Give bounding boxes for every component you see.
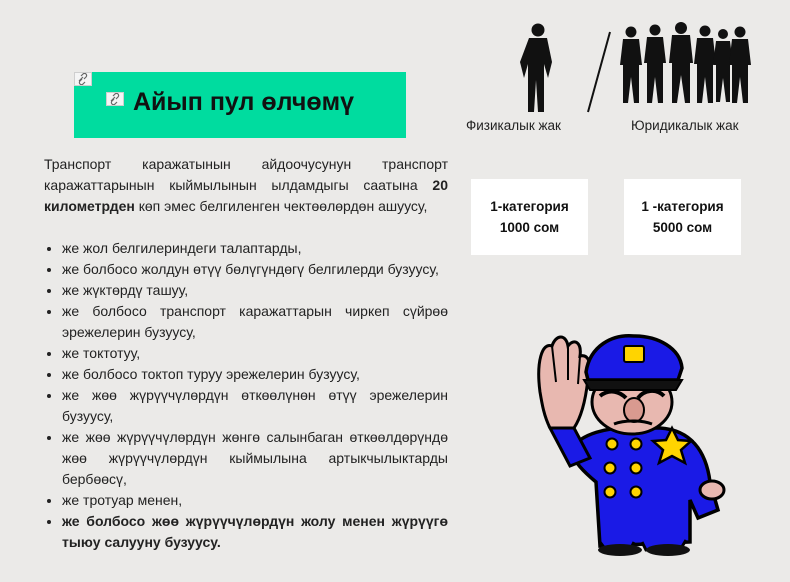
list-item: • же жол белгилериндеги талаптарды, [62,238,448,259]
list-item: • же болбосо жөө жүрүүчүлөрдүн жолу менен жүрүүгө тыюу салууну бузуусу. [62,511,448,553]
individual-fine-card [471,179,588,255]
list-item: • же токтотуу, [62,343,448,364]
violations-list [44,238,448,553]
policeman-illustration [530,332,730,557]
link-icon[interactable] [106,92,124,106]
legal-caption: Юридикалык жак [631,118,739,133]
legal-amount: 5000 сом [652,220,713,235]
link-icon[interactable] [74,72,92,86]
divider-slash [584,30,614,114]
list-item: • же болбосо транспорт каражаттарын чиркеп сүйрөө эрежелерин бузуусу, [62,301,448,343]
list-item: • же жүктөрдү ташуу, [62,280,448,301]
article-body [44,154,448,553]
individual-caption: Физикалык жак [466,118,561,133]
legal-category: 1 -категория [641,199,724,214]
group-silhouette-icon [619,22,751,106]
intro-paragraph [44,154,448,217]
intro-text: Транспорт каражатынын айдоочусунун транспорт каражаттарынын кыймылынын ылдамдыгы саатына [44,156,448,193]
intro-bold-text: 20 километрден [44,177,448,214]
legal-fine-card [624,179,741,255]
list-item: • же тротуар менен, [62,490,448,511]
person-silhouette-icon [516,22,560,114]
intro-text-end: көп эмес белгиленген чектөөлөрдөн ашуусу, [134,198,428,214]
individual-category: 1-категория [490,199,569,214]
list-item: • же болбосо токтоп туруу эрежелерин бузуусу, [62,364,448,385]
individual-amount: 1000 сом [499,220,560,235]
list-item: • же жөө жүрүүчүлөрдүн өткөөлүнөн өтүү эрежелерин бузуусу, [62,385,448,427]
list-item: • же жөө жүрүүчүлөрдүн жөнгө салынбаган өткөөлдөрүндө жөө жүрүүчүлөрдүн кыймылына артыкчылыктарды бербөөсү, [62,427,448,490]
page-title: Айып пул өлчөмү [133,88,355,116]
list-item: • же болбосо жолдун өтүү бөлүгүндөгү белгилерди бузуусу, [62,259,448,280]
